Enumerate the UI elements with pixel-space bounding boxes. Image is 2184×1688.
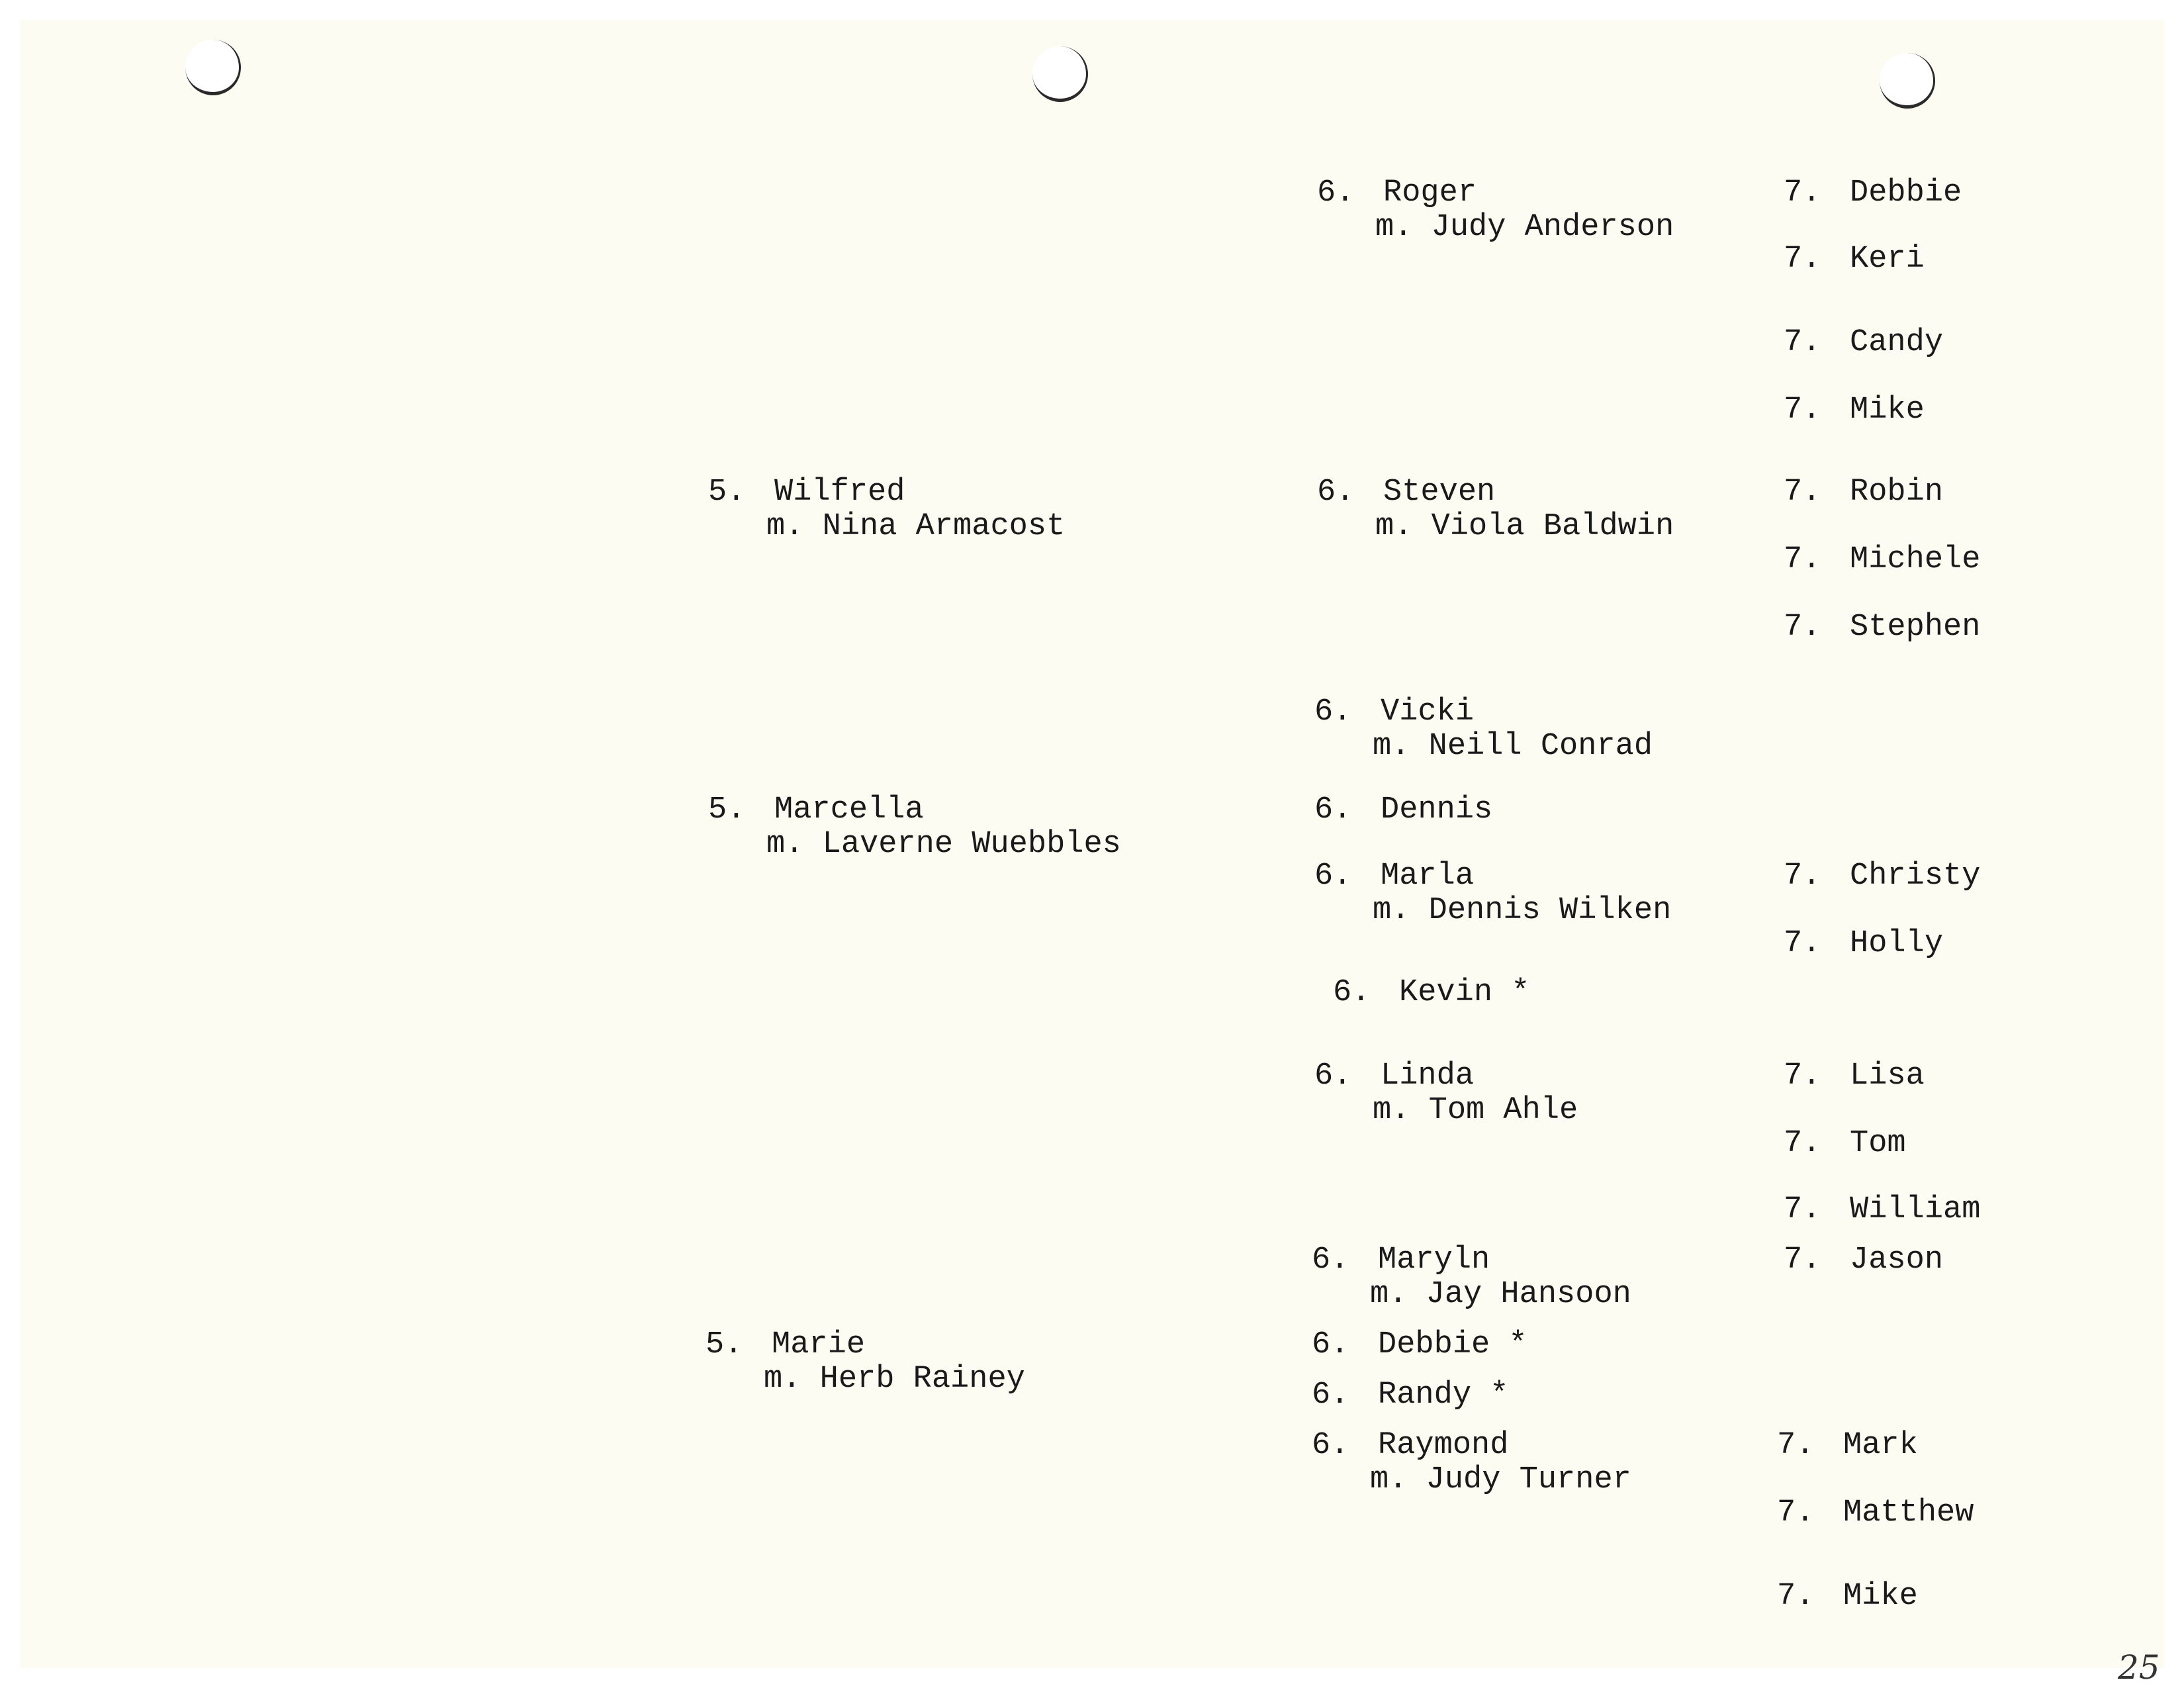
person-name: Marcella	[774, 792, 924, 827]
spouse-name: m. Laverne Wuebbles	[766, 827, 1121, 862]
person-entry: 6. Randy *	[1312, 1378, 1509, 1413]
person-entry: 7. Michele	[1784, 542, 1981, 577]
person-name: Mike	[1850, 393, 1925, 428]
person-entry: 6. Steven m. Viola Baldwin	[1317, 475, 1674, 544]
spouse-name: m. Tom Ahle	[1373, 1093, 1578, 1128]
person-entry: 5. Marie m. Herb Rainey	[705, 1327, 1025, 1397]
punch-hole-icon	[1032, 46, 1088, 102]
person-name: Steven	[1383, 475, 1496, 510]
person-name: Christy	[1850, 859, 1981, 894]
person-name: Matthew	[1843, 1495, 1974, 1530]
person-name: Marie	[772, 1327, 866, 1362]
person-entry: 6. Debbie *	[1312, 1327, 1527, 1362]
person-entry: 7. William	[1784, 1192, 1981, 1227]
person-name: Vicki	[1381, 694, 1475, 729]
spouse-name: m. Judy Anderson	[1375, 210, 1674, 245]
person-name: Robin	[1850, 475, 1944, 510]
person-name: Candy	[1850, 325, 1944, 360]
person-name: Mike	[1843, 1579, 1918, 1614]
person-entry: 7. Mike	[1784, 393, 1925, 428]
person-entry: 7. Stephen	[1784, 610, 1981, 645]
person-name: Debbie *	[1378, 1327, 1527, 1362]
person-name: Debbie	[1850, 175, 1962, 211]
person-name: Wilfred	[774, 475, 905, 510]
person-entry: 7. Robin	[1784, 475, 1944, 510]
document-page	[20, 20, 2164, 1687]
punch-hole-icon	[1880, 53, 1935, 109]
person-entry: 7. Candy	[1784, 325, 1944, 360]
person-name: Tom	[1850, 1126, 1906, 1161]
person-name: Michele	[1850, 542, 1981, 577]
person-entry: 5. Wilfred m. Nina Armacost	[708, 475, 1066, 544]
person-name: Dennis	[1381, 792, 1493, 827]
person-name: Maryln	[1378, 1243, 1490, 1278]
person-entry: 6. Dennis	[1314, 792, 1493, 827]
person-name: Jason	[1850, 1243, 1944, 1278]
person-entry: 7. Jason	[1784, 1243, 1944, 1278]
person-entry: 6. Maryln m. Jay Hansoon	[1312, 1243, 1631, 1312]
spouse-name: m. Judy Turner	[1370, 1462, 1631, 1497]
person-name: William	[1850, 1192, 1981, 1227]
punch-hole-icon	[185, 40, 241, 95]
person-entry: 7. Debbie	[1784, 175, 1962, 211]
person-entry: 7. Mike	[1777, 1579, 1918, 1614]
person-name: Lisa	[1850, 1058, 1925, 1094]
person-name: Kevin *	[1399, 975, 1530, 1010]
spouse-name: m. Nina Armacost	[766, 509, 1066, 544]
person-name: Randy *	[1378, 1378, 1509, 1413]
person-entry: 7. Mark	[1777, 1428, 1918, 1463]
person-name: Stephen	[1850, 610, 1981, 645]
spouse-name: m. Dennis Wilken	[1373, 893, 1672, 928]
person-name: Linda	[1381, 1058, 1475, 1094]
person-name: Marla	[1381, 859, 1475, 894]
person-entry: 6. Roger m. Judy Anderson	[1317, 175, 1674, 245]
person-entry: 7. Keri	[1784, 242, 1925, 277]
person-name: Raymond	[1378, 1428, 1509, 1463]
person-entry: 6. Kevin *	[1333, 975, 1530, 1010]
person-entry: 7. Holly	[1784, 926, 1944, 961]
person-entry: 7. Matthew	[1777, 1495, 1974, 1530]
spouse-name: m. Neill Conrad	[1373, 729, 1653, 764]
spouse-name: m. Viola Baldwin	[1375, 509, 1674, 544]
spouse-name: m. Jay Hansoon	[1370, 1277, 1631, 1312]
person-name: Keri	[1850, 242, 1925, 277]
person-entry: 7. Christy	[1784, 859, 1981, 894]
person-entry: 7. Tom	[1784, 1126, 1906, 1161]
person-entry: 6. Vicki m. Neill Conrad	[1314, 694, 1653, 764]
person-entry: 6. Marla m. Dennis Wilken	[1314, 859, 1672, 928]
person-name: Roger	[1383, 175, 1477, 211]
person-name: Holly	[1850, 926, 1944, 961]
page-number: 25	[2118, 1648, 2160, 1687]
person-name: Mark	[1843, 1428, 1918, 1463]
person-entry: 7. Lisa	[1784, 1058, 1925, 1094]
person-entry: 6. Raymond m. Judy Turner	[1312, 1428, 1631, 1497]
spouse-name: m. Herb Rainey	[764, 1362, 1025, 1397]
person-entry: 6. Linda m. Tom Ahle	[1314, 1058, 1578, 1128]
person-entry: 5. Marcella m. Laverne Wuebbles	[708, 792, 1121, 862]
